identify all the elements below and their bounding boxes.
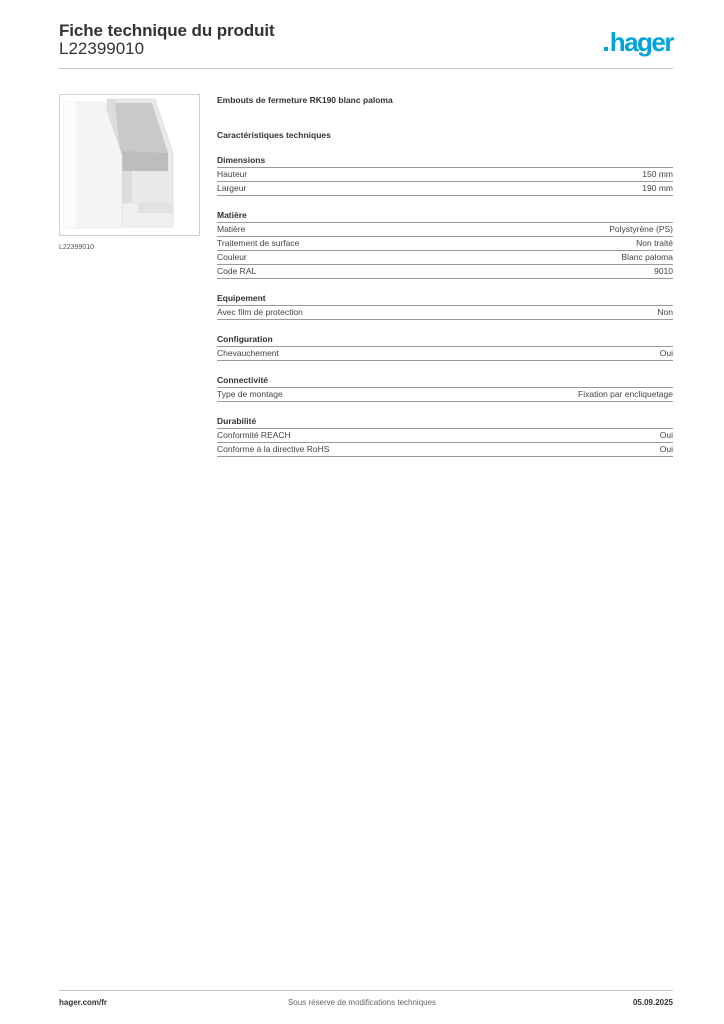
section-dimensions	[217, 154, 673, 196]
product-name: Embouts de fermeture RK190 blanc paloma	[217, 95, 393, 105]
section-title: Connectivité	[217, 374, 673, 388]
spec-value: Blanc paloma	[621, 252, 673, 262]
section-title: Configuration	[217, 333, 673, 347]
footer-notice: Sous réserve de modifications techniques	[287, 998, 437, 1007]
spec-label: Matière	[217, 224, 246, 234]
spec-value: Non	[657, 307, 673, 317]
footer-divider	[59, 990, 673, 991]
spec-label: Couleur	[217, 252, 247, 262]
spec-label: Type de montage	[217, 389, 283, 399]
spec-label: Avec film de protection	[217, 307, 303, 317]
technical-characteristics-heading: Caractéristiques techniques	[217, 130, 331, 140]
spec-label: Conformité REACH	[217, 430, 291, 440]
spec-label: Largeur	[217, 183, 247, 193]
spec-value: 190 mm	[642, 183, 673, 193]
logo-dot-icon	[604, 47, 608, 51]
spec-row	[217, 347, 673, 361]
page-title: Fiche technique du produit	[59, 21, 275, 40]
spec-value: Oui	[659, 348, 673, 358]
product-reference: L22399010	[59, 39, 145, 58]
spec-value: Oui	[659, 430, 673, 440]
section-title: Equipement	[217, 292, 673, 306]
section-title: Matière	[217, 209, 673, 223]
spec-row	[217, 251, 673, 265]
spec-label: Conforme à la directive RoHS	[217, 444, 330, 454]
spec-row	[217, 388, 673, 402]
spec-value: 9010	[654, 266, 673, 276]
hager-logo	[604, 28, 673, 56]
spec-value: Polystyrène (PS)	[609, 224, 673, 234]
spec-value: Fixation par encliquetage	[578, 389, 673, 399]
section-sustainability	[217, 415, 673, 457]
image-caption: L22399010	[59, 244, 95, 251]
spec-value: 150 mm	[642, 169, 673, 179]
page-header	[59, 20, 673, 70]
spec-row	[217, 306, 673, 320]
section-equipment	[217, 292, 673, 320]
spec-row	[217, 429, 673, 443]
section-configuration	[217, 333, 673, 361]
end-cap-illustration	[60, 95, 200, 236]
spec-value: Non traité	[636, 238, 673, 248]
logo-text: hager	[609, 27, 673, 57]
spec-row	[217, 443, 673, 457]
footer-website-link[interactable]: hager.com/fr	[59, 998, 108, 1007]
spec-label: Code RAL	[217, 266, 257, 276]
spec-row	[217, 182, 673, 196]
product-details	[217, 94, 673, 457]
section-connectivity	[217, 374, 673, 402]
footer-date: 05.09.2025	[632, 998, 673, 1007]
spec-row	[217, 265, 673, 279]
spec-value: Oui	[659, 444, 673, 454]
spec-row	[217, 223, 673, 237]
spec-label: Chevauchement	[217, 348, 279, 358]
spec-row	[217, 168, 673, 182]
spec-row	[217, 237, 673, 251]
section-title: Dimensions	[217, 154, 673, 168]
header-divider	[59, 68, 673, 69]
product-image	[59, 94, 200, 236]
section-title: Durabilité	[217, 415, 673, 429]
spec-label: Traitement de surface	[217, 238, 300, 248]
spec-label: Hauteur	[217, 169, 248, 179]
section-material	[217, 209, 673, 279]
